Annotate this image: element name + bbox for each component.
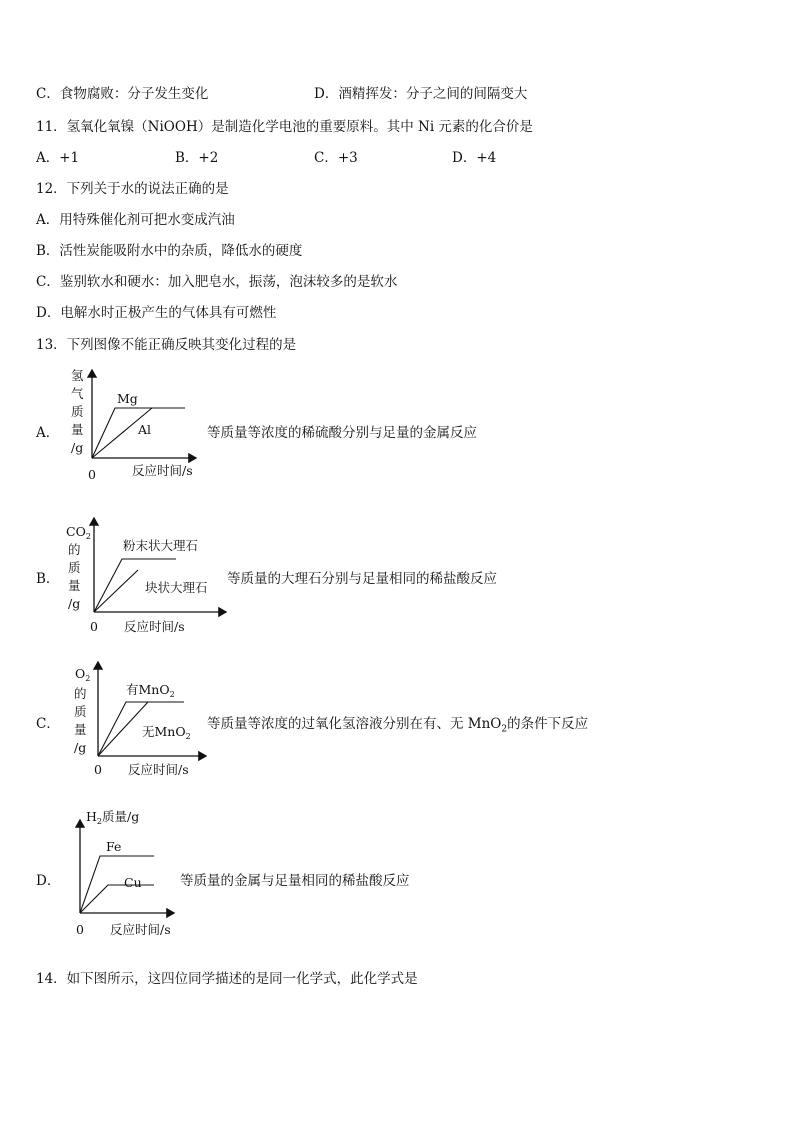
y-label-char: 的	[74, 686, 87, 701]
q14-stem: 14．如下图所示，这四位同学描述的是同一化学式，此化学式是	[36, 971, 418, 987]
q11-option-b: B．+2	[175, 150, 219, 166]
origin-label: 0	[94, 762, 102, 777]
q13-d-description: 等质量的金属与足量相同的稀盐酸反应	[180, 873, 410, 889]
series-label-powder: 粉末状大理石	[123, 538, 199, 553]
q13-a-chart	[60, 362, 200, 484]
q11-option-d: D．+4	[452, 150, 497, 166]
q13-b-letter: B．	[36, 571, 60, 587]
q11-option-c: C．+3	[314, 150, 358, 166]
y-label-char: 量	[68, 578, 81, 593]
x-label: 反应时间/s	[128, 762, 189, 777]
y-label-char: /g	[74, 740, 87, 755]
q10-option-d: D．酒精挥发：分子之间的间隔变大	[314, 86, 528, 102]
series-without-mno2-line	[98, 702, 148, 756]
q12-option-c: C．鉴别软水和硬水：加入肥皂水，振荡，泡沫较多的是软水	[36, 274, 398, 290]
origin-label: 0	[88, 467, 96, 482]
q13-b-chart	[60, 512, 230, 636]
series-label-without-mno2: 无MnO$_2$	[142, 724, 191, 741]
y-label-char: 质	[74, 704, 87, 719]
series-label-mg: Mg	[117, 391, 138, 406]
y-label: $H_2$质量/g	[86, 809, 140, 826]
x-label: 反应时间/s	[132, 463, 193, 478]
y-label-char: 量	[71, 422, 84, 437]
q13-a-description: 等质量等浓度的稀硫酸分别与足量的金属反应	[207, 425, 477, 441]
origin-label: 0	[76, 922, 84, 937]
q12-stem: 12．下列关于水的说法正确的是	[36, 181, 229, 197]
q13-c-letter: C．	[36, 716, 60, 732]
x-label: 反应时间/s	[124, 619, 185, 634]
y-label-top: $CO_2$	[66, 524, 91, 541]
series-label-cu: Cu	[124, 875, 142, 890]
y-label-char: 质	[68, 560, 81, 575]
q11-stem: 11．氢氧化氧镍（NiOOH）是制造化学电池的重要原料。其中 Ni 元素的化合价是	[36, 119, 533, 135]
series-cu-line	[80, 885, 154, 913]
y-label-char: 氢	[71, 368, 84, 383]
q13-b-description: 等质量的大理石分别与足量相同的稀盐酸反应	[227, 571, 497, 587]
q13-a-letter: A．	[36, 425, 60, 441]
series-label-with-mno2: 有MnO$_2$	[126, 682, 175, 699]
q12-option-a: A．用特殊催化剂可把水变成汽油	[36, 212, 235, 228]
q13-stem: 13．下列图像不能正确反映其变化过程的是	[36, 337, 297, 353]
q13-d-letter: D．	[36, 873, 61, 889]
y-label-char: 量	[74, 722, 87, 737]
q13-d-chart	[60, 806, 190, 938]
q12-option-d: D．电解水时正极产生的气体具有可燃性	[36, 305, 277, 321]
y-label-char: 的	[68, 542, 81, 557]
q12-option-b: B．活性炭能吸附水中的杂质，降低水的硬度	[36, 243, 303, 259]
series-label-al: Al	[138, 422, 152, 437]
q10-option-c: C．食物腐败：分子发生变化	[36, 86, 209, 102]
x-label: 反应时间/s	[110, 922, 171, 937]
origin-label: 0	[90, 619, 98, 634]
y-label-char: 质	[71, 404, 84, 419]
y-label-char: 气	[71, 386, 84, 401]
y-label-char: /g	[68, 596, 81, 611]
y-label-char: /g	[71, 440, 84, 455]
series-label-fe: Fe	[106, 839, 122, 854]
y-label-top: $O_2$	[75, 666, 91, 683]
series-block-line	[94, 570, 138, 612]
q13-c-chart	[60, 656, 210, 780]
q13-c-description: 等质量等浓度的过氧化氢溶液分别在有、无 MnO$_2$的条件下反应	[207, 716, 589, 735]
series-label-block: 块状大理石	[145, 580, 208, 595]
q11-option-a: A．+1	[36, 150, 80, 166]
